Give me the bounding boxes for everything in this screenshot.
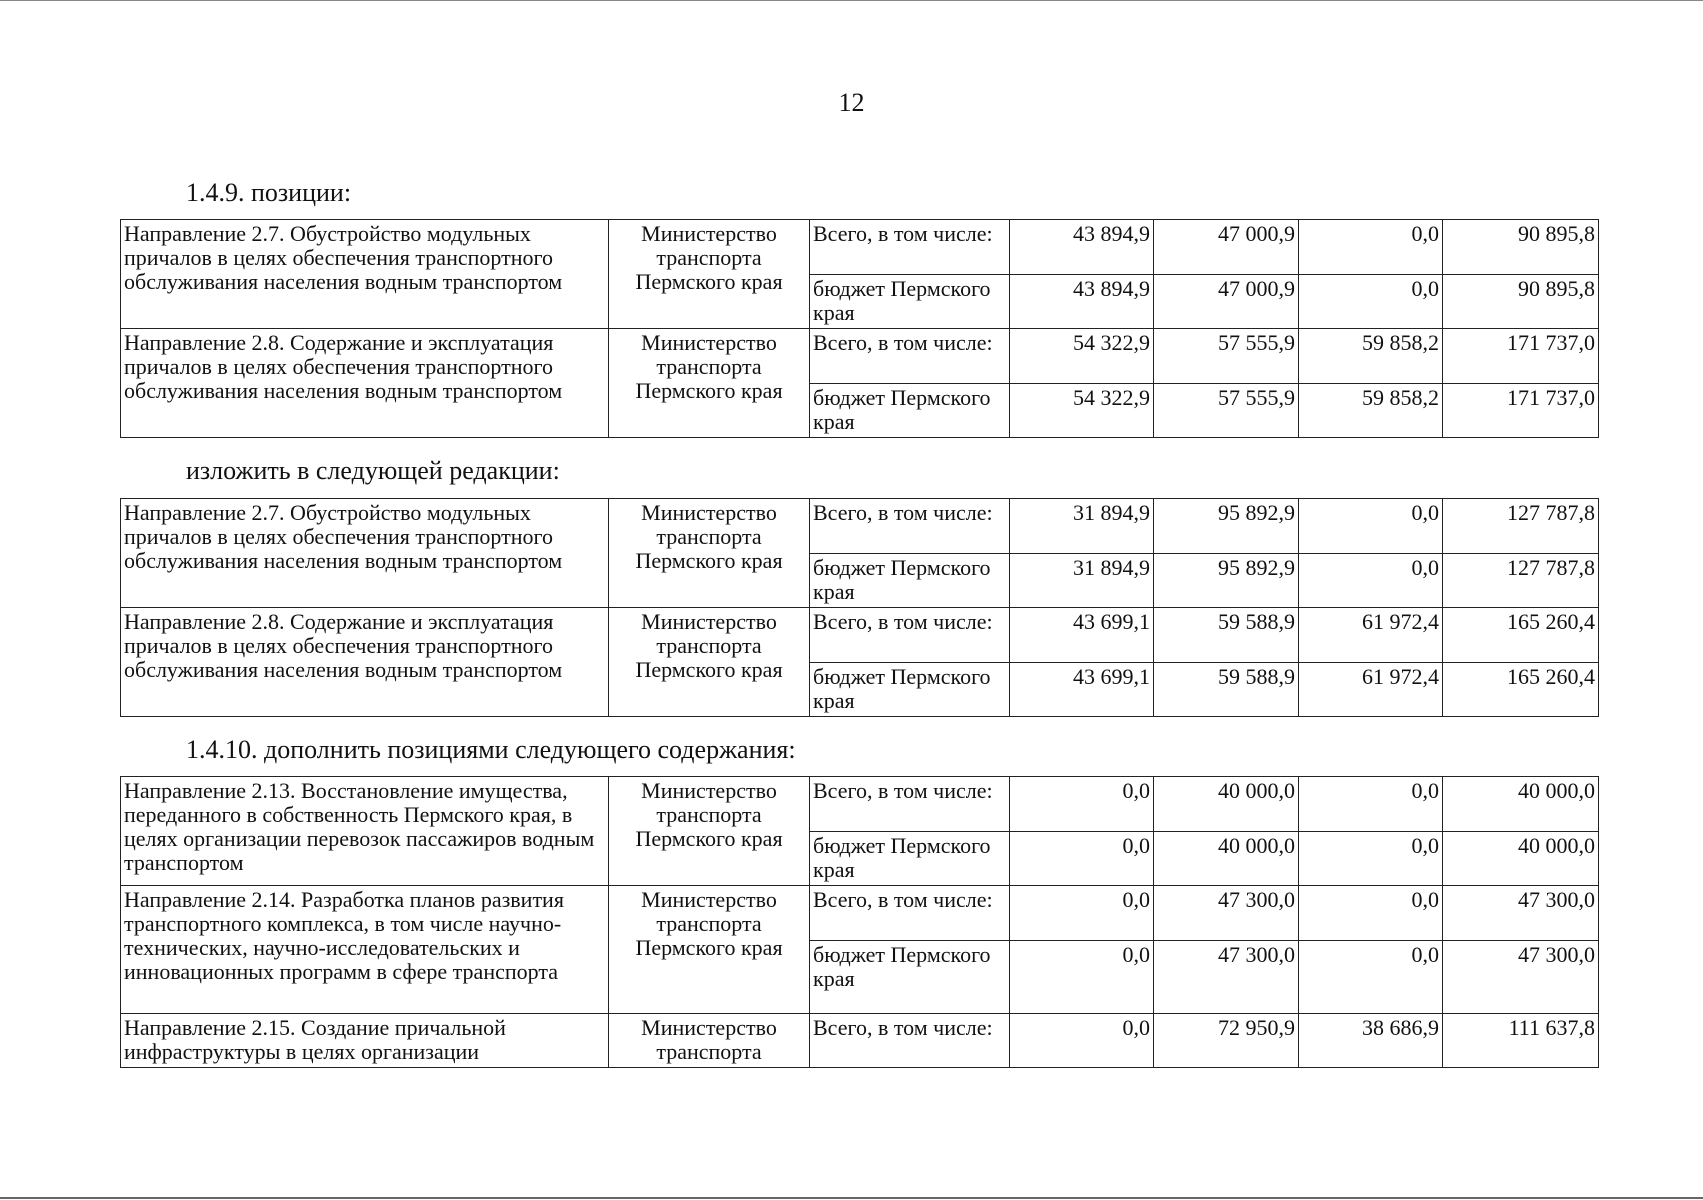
value-year-2: 57 555,9 xyxy=(1154,384,1299,438)
responsible-executor: Министерство транспорта Пермского края xyxy=(609,329,810,438)
value-year-3: 61 972,4 xyxy=(1299,608,1443,663)
value-total: 165 260,4 xyxy=(1443,663,1599,717)
table-row xyxy=(121,1014,1599,1068)
value-year-3: 61 972,4 xyxy=(1299,663,1443,717)
responsible-executor: Министерство транспорта Пермского края xyxy=(609,608,810,717)
value-year-2: 72 950,9 xyxy=(1154,1014,1299,1068)
value-year-3: 0,0 xyxy=(1299,832,1443,886)
value-total: 40 000,0 xyxy=(1443,777,1599,832)
direction-name: Направление 2.7. Обустройство модульных причалов в целях обеспечения транспортного обслуживания населения водным транспортом xyxy=(121,499,609,608)
value-total: 47 300,0 xyxy=(1443,941,1599,1014)
table-row xyxy=(121,886,1599,941)
value-year-1: 0,0 xyxy=(1010,777,1154,832)
value-year-3: 59 858,2 xyxy=(1299,384,1443,438)
responsible-executor: Министерство транспорта Пермского края xyxy=(609,886,810,1014)
budget-table-2 xyxy=(120,498,1599,717)
value-year-1: 0,0 xyxy=(1010,941,1154,1014)
value-year-1: 54 322,9 xyxy=(1010,329,1154,384)
responsible-executor: Министерство транспорта xyxy=(609,1014,810,1068)
responsible-executor: Министерство транспорта Пермского края xyxy=(609,777,810,886)
funding-source: Всего, в том числе: xyxy=(810,777,1010,832)
value-total: 127 787,8 xyxy=(1443,554,1599,608)
value-year-1: 43 894,9 xyxy=(1010,275,1154,329)
table-row xyxy=(121,329,1599,384)
table-row xyxy=(121,499,1599,554)
value-year-1: 54 322,9 xyxy=(1010,384,1154,438)
value-total: 111 637,8 xyxy=(1443,1014,1599,1068)
section-heading-3: 1.4.10. дополнить позициями следующего содержания: xyxy=(186,735,796,764)
value-year-3: 38 686,9 xyxy=(1299,1014,1443,1068)
value-year-1: 0,0 xyxy=(1010,886,1154,941)
value-total: 127 787,8 xyxy=(1443,499,1599,554)
value-year-2: 47 000,9 xyxy=(1154,275,1299,329)
table-row xyxy=(121,777,1599,832)
responsible-executor: Министерство транспорта Пермского края xyxy=(609,220,810,329)
value-year-2: 40 000,0 xyxy=(1154,777,1299,832)
value-total: 171 737,0 xyxy=(1443,329,1599,384)
responsible-executor: Министерство транспорта Пермского края xyxy=(609,499,810,608)
funding-source: бюджет Пермского края xyxy=(810,384,1010,438)
value-year-2: 40 000,0 xyxy=(1154,832,1299,886)
value-total: 165 260,4 xyxy=(1443,608,1599,663)
value-year-1: 43 699,1 xyxy=(1010,663,1154,717)
budget-table-3 xyxy=(120,776,1599,1068)
direction-name: Направление 2.8. Содержание и эксплуатация причалов в целях обеспечения транспортного обслуживания населения водным транспортом xyxy=(121,329,609,438)
value-total: 90 895,8 xyxy=(1443,275,1599,329)
value-year-2: 47 300,0 xyxy=(1154,941,1299,1014)
direction-name: Направление 2.15. Создание причальной инфраструктуры в целях организации xyxy=(121,1014,609,1068)
top-scan-edge xyxy=(0,0,1703,1)
value-year-1: 43 699,1 xyxy=(1010,608,1154,663)
funding-source: Всего, в том числе: xyxy=(810,329,1010,384)
value-year-3: 0,0 xyxy=(1299,275,1443,329)
funding-source: бюджет Пермского края xyxy=(810,663,1010,717)
funding-source: Всего, в том числе: xyxy=(810,1014,1010,1068)
value-year-1: 31 894,9 xyxy=(1010,499,1154,554)
value-year-3: 0,0 xyxy=(1299,886,1443,941)
value-total: 171 737,0 xyxy=(1443,384,1599,438)
funding-source: бюджет Пермского края xyxy=(810,941,1010,1014)
direction-name: Направление 2.8. Содержание и эксплуатация причалов в целях обеспечения транспортного обслуживания населения водным транспортом xyxy=(121,608,609,717)
funding-source: Всего, в том числе: xyxy=(810,608,1010,663)
direction-name: Направление 2.13. Восстановление имущества, переданного в собственность Пермского края, в целях организации перевозок пассажиров водным транспортом xyxy=(121,777,609,886)
table-row xyxy=(121,220,1599,275)
budget-table-1 xyxy=(120,219,1599,438)
value-year-2: 59 588,9 xyxy=(1154,608,1299,663)
funding-source: бюджет Пермского края xyxy=(810,554,1010,608)
value-year-2: 57 555,9 xyxy=(1154,329,1299,384)
table-row xyxy=(121,608,1599,663)
direction-name: Направление 2.14. Разработка планов развития транспортного комплекса, в том числе научно-технических, научно-исследовательских и инновационных программ в сфере транспорта xyxy=(121,886,609,1014)
section-heading-1: 1.4.9. позиции: xyxy=(186,178,352,207)
value-year-1: 0,0 xyxy=(1010,1014,1154,1068)
value-year-2: 95 892,9 xyxy=(1154,554,1299,608)
value-year-1: 43 894,9 xyxy=(1010,220,1154,275)
value-year-1: 31 894,9 xyxy=(1010,554,1154,608)
funding-source: бюджет Пермского края xyxy=(810,832,1010,886)
value-year-3: 0,0 xyxy=(1299,941,1443,1014)
value-total: 40 000,0 xyxy=(1443,832,1599,886)
value-year-2: 47 000,9 xyxy=(1154,220,1299,275)
value-total: 90 895,8 xyxy=(1443,220,1599,275)
value-year-3: 0,0 xyxy=(1299,554,1443,608)
funding-source: Всего, в том числе: xyxy=(810,499,1010,554)
value-year-2: 47 300,0 xyxy=(1154,886,1299,941)
value-year-2: 95 892,9 xyxy=(1154,499,1299,554)
value-year-1: 0,0 xyxy=(1010,832,1154,886)
direction-name: Направление 2.7. Обустройство модульных причалов в целях обеспечения транспортного обслуживания населения водным транспортом xyxy=(121,220,609,329)
value-year-3: 59 858,2 xyxy=(1299,329,1443,384)
value-year-3: 0,0 xyxy=(1299,499,1443,554)
value-total: 47 300,0 xyxy=(1443,886,1599,941)
value-year-3: 0,0 xyxy=(1299,220,1443,275)
value-year-2: 59 588,9 xyxy=(1154,663,1299,717)
page-number: 12 xyxy=(838,88,865,117)
section-heading-2: изложить в следующей редакции: xyxy=(186,456,560,485)
value-year-3: 0,0 xyxy=(1299,777,1443,832)
funding-source: Всего, в том числе: xyxy=(810,886,1010,941)
funding-source: бюджет Пермского края xyxy=(810,275,1010,329)
bottom-scan-edge xyxy=(0,1197,1703,1199)
funding-source: Всего, в том числе: xyxy=(810,220,1010,275)
